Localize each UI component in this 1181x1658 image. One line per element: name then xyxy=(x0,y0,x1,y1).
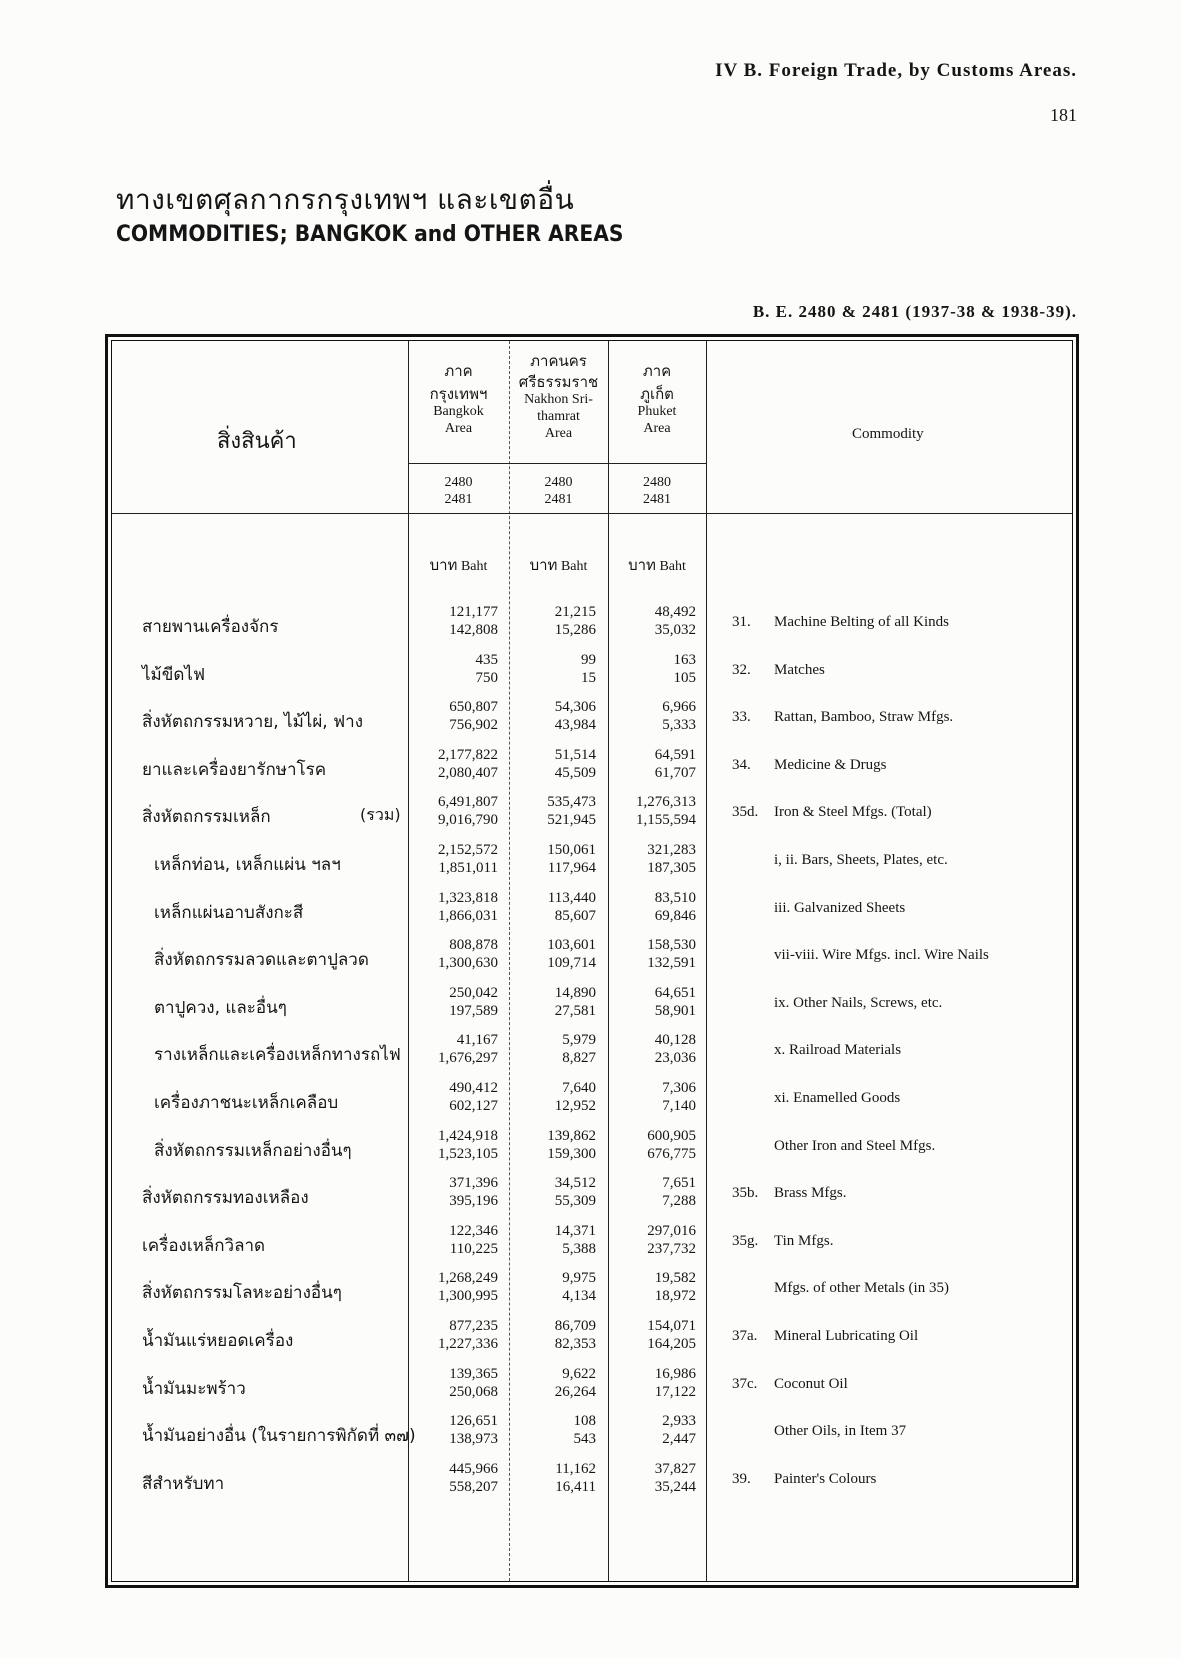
table-inner xyxy=(111,340,1073,1582)
value-nak: 21,215 15,286 xyxy=(554,604,596,638)
commodity-english xyxy=(732,804,932,821)
item-number: 37c. xyxy=(732,1375,758,1392)
commodity-label: Matches xyxy=(774,661,825,678)
commodity-thai: ตาปูควง, และอื่นๆ xyxy=(154,997,287,1018)
header-nakhon: ภาคนคร ศรีธรรมราช Nakhon Sri- thamrat Area xyxy=(518,352,599,441)
commodity-thai: สิ่งหัตถกรรมเหล็ก xyxy=(142,807,271,828)
value-bkk: 2,152,572 1,851,011 xyxy=(438,842,498,876)
item-number: 35g. xyxy=(732,1232,759,1249)
table-row xyxy=(112,1123,1072,1175)
unit-nakhon: บาท Baht xyxy=(529,556,588,574)
commodity-label: Painter's Colours xyxy=(774,1470,877,1487)
commodity-english xyxy=(732,1376,848,1393)
commodity-thai: สิ่งหัตถกรรมทองเหลือง xyxy=(142,1188,309,1209)
table-row xyxy=(112,1170,1072,1222)
commodity-thai: น้ำมันแร่หยอดเครื่อง xyxy=(142,1331,294,1351)
commodity-english xyxy=(732,1185,847,1202)
value-phu: 321,283 187,305 xyxy=(647,842,696,876)
value-bkk: 122,346 110,225 xyxy=(449,1222,498,1257)
commodity-english xyxy=(732,900,905,917)
value-bkk: 1,323,818 1,866,031 xyxy=(438,889,498,924)
value-phu: 154,071 164,205 xyxy=(647,1318,696,1352)
table-row xyxy=(112,1265,1072,1317)
value-phu: 83,510 69,846 xyxy=(654,889,696,924)
value-bkk: 650,807 756,902 xyxy=(449,699,498,734)
value-bkk: 41,167 1,676,297 xyxy=(438,1032,498,1067)
title-english: COMMODITIES; BANGKOK and OTHER AREAS xyxy=(116,222,624,247)
value-nak: 11,162 16,411 xyxy=(555,1460,596,1495)
value-phu: 48,492 35,032 xyxy=(654,604,696,638)
commodity-thai: ไม้ขีดไฟ xyxy=(142,664,206,685)
commodity-english xyxy=(732,1090,900,1107)
commodity-label: vii-viii. Wire Mfgs. incl. Wire Nails xyxy=(774,947,989,964)
commodity-thai: สิ่งหัตถกรรมโลหะอย่างอื่นๆ xyxy=(142,1283,342,1304)
value-nak: 150,061 117,964 xyxy=(547,842,596,876)
table-row xyxy=(112,885,1072,937)
commodity-label: Machine Belting of all Kinds xyxy=(774,614,949,630)
commodity-english xyxy=(732,1233,833,1250)
row-divider xyxy=(112,513,1072,514)
table-row xyxy=(112,1408,1072,1460)
unit-phuket: บาท Baht xyxy=(628,556,686,574)
commodity-label: Iron & Steel Mfgs. (Total) xyxy=(774,804,932,821)
table-row xyxy=(112,1313,1072,1365)
commodity-label: Mfgs. of other Metals (in 35) xyxy=(774,1280,949,1297)
value-bkk: 808,878 1,300,630 xyxy=(438,937,498,972)
header-thai-commodity: สิ่งสินค้า xyxy=(217,429,297,454)
commodity-english xyxy=(732,709,953,726)
table-row xyxy=(112,1027,1072,1079)
years-phuket: 2480 2481 xyxy=(643,475,671,507)
value-phu: 297,016 237,732 xyxy=(647,1222,696,1257)
commodity-label: xi. Enamelled Goods xyxy=(774,1090,901,1106)
value-bkk: 1,424,918 1,523,105 xyxy=(438,1127,498,1162)
table-row xyxy=(112,742,1072,794)
value-phu: 16,986 17,122 xyxy=(654,1365,696,1400)
value-nak: 9,622 26,264 xyxy=(554,1365,596,1400)
value-phu: 7,306 7,140 xyxy=(662,1080,696,1114)
value-phu: 2,933 2,447 xyxy=(662,1413,696,1448)
value-bkk: 250,042 197,589 xyxy=(449,984,498,1019)
value-bkk: 2,177,822 2,080,407 xyxy=(438,746,498,781)
commodity-thai: สายพานเครื่องจักร xyxy=(142,617,279,637)
header-commodity: Commodity xyxy=(852,426,924,442)
value-phu: 40,128 23,036 xyxy=(654,1032,696,1067)
value-phu: 64,591 61,707 xyxy=(654,746,696,781)
table-row xyxy=(112,932,1072,984)
commodity-thai: น้ำมันอย่างอื่น (ในรายการพิกัดที่ ๓๗) xyxy=(142,1426,416,1447)
value-bkk: 435 750 xyxy=(475,651,498,686)
commodity-thai: เครื่องเหล็กวิลาด xyxy=(142,1235,266,1256)
value-bkk: 445,966 558,207 xyxy=(449,1460,498,1495)
value-nak: 113,440 85,607 xyxy=(547,889,596,924)
commodity-label: Rattan, Bamboo, Straw Mfgs. xyxy=(774,709,954,726)
unit-bangkok: บาท Baht xyxy=(429,556,488,574)
commodity-thai: สิ่งหัตถกรรมลวดและตาปูลวด xyxy=(154,950,369,971)
row-divider xyxy=(408,463,706,464)
commodity-thai: เครื่องภาชนะเหล็กเคลือบ xyxy=(154,1093,339,1113)
value-nak: 535,473 521,945 xyxy=(547,794,596,829)
value-nak: 108 543 xyxy=(573,1413,596,1448)
table-row xyxy=(112,1218,1072,1270)
commodity-label: Other Oils, in Item 37 xyxy=(774,1423,907,1440)
commodity-english xyxy=(732,614,949,631)
item-number: 35b. xyxy=(732,1185,759,1202)
value-nak: 99 15 xyxy=(581,651,596,686)
table-row xyxy=(112,837,1072,889)
value-bkk: 126,651 138,973 xyxy=(449,1413,498,1448)
commodity-label: ix. Other Nails, Screws, etc. xyxy=(774,994,943,1011)
table-row xyxy=(112,1075,1072,1127)
item-number: 37a. xyxy=(732,1328,758,1344)
table-row xyxy=(112,789,1072,841)
table-row xyxy=(112,599,1072,651)
commodity-thai: รางเหล็กและเครื่องเหล็กทางรถไฟ xyxy=(154,1045,401,1066)
value-nak: 14,371 5,388 xyxy=(554,1222,596,1257)
item-number: 32. xyxy=(732,661,751,678)
commodity-english xyxy=(732,947,989,964)
table-row xyxy=(112,694,1072,746)
item-number: 39. xyxy=(732,1470,751,1487)
header-bangkok: ภาค กรุงเทพฯ Bangkok Area xyxy=(429,362,488,436)
item-number: 31. xyxy=(732,614,751,630)
commodity-english xyxy=(732,662,825,679)
value-nak: 9,975 4,134 xyxy=(562,1270,596,1305)
commodity-label: i, ii. Bars, Sheets, Plates, etc. xyxy=(774,852,948,868)
total-marker: (รวม) xyxy=(360,805,401,825)
value-nak: 7,640 12,952 xyxy=(554,1080,596,1114)
commodity-thai: สิ่งหัตถกรรมหวาย, ไม้ไผ่, ฟาง xyxy=(142,712,363,733)
value-nak: 5,979 8,827 xyxy=(562,1032,596,1067)
value-bkk: 1,268,249 1,300,995 xyxy=(438,1270,498,1305)
item-number: 33. xyxy=(732,709,751,726)
commodity-label: x. Railroad Materials xyxy=(774,1042,902,1059)
value-bkk: 139,365 250,068 xyxy=(449,1365,498,1400)
commodity-label: Tin Mfgs. xyxy=(774,1232,834,1249)
commodity-english xyxy=(732,1138,935,1155)
value-nak: 103,601 109,714 xyxy=(547,937,596,972)
value-nak: 34,512 55,309 xyxy=(554,1175,596,1210)
commodity-label: Medicine & Drugs xyxy=(774,756,887,773)
value-bkk: 371,396 395,196 xyxy=(449,1175,498,1210)
commodity-thai: เหล็กแผ่นอาบสังกะสี xyxy=(154,902,304,923)
table-row xyxy=(112,647,1072,699)
commodity-english xyxy=(732,1471,876,1488)
commodity-english xyxy=(732,1280,949,1297)
commodity-english xyxy=(732,1328,918,1345)
commodity-english xyxy=(732,1423,906,1440)
value-nak: 86,709 82,353 xyxy=(554,1318,596,1352)
table-row xyxy=(112,980,1072,1032)
title-thai: ทางเขตศุลกากรกรุงเทพฯ และเขตอื่น xyxy=(116,183,575,216)
section-header: IV B. Foreign Trade, by Customs Areas. xyxy=(715,60,1077,81)
value-phu: 1,276,313 1,155,594 xyxy=(636,794,696,829)
commodity-label: Brass Mfgs. xyxy=(774,1185,847,1202)
value-nak: 54,306 43,984 xyxy=(554,699,596,734)
table-row xyxy=(112,1456,1072,1508)
value-phu: 600,905 676,775 xyxy=(647,1127,696,1162)
commodity-english xyxy=(732,757,886,774)
value-phu: 64,651 58,901 xyxy=(654,984,696,1019)
header-phuket: ภาค ภูเก็ต Phuket Area xyxy=(637,362,677,436)
item-number: 34. xyxy=(732,756,751,773)
commodity-thai: น้ำมันมะพร้าว xyxy=(142,1378,246,1399)
commodity-thai: เหล็กท่อน, เหล็กแผ่น ฯลฯ xyxy=(154,855,341,875)
commodity-thai: สิ่งหัตถกรรมเหล็กอย่างอื่นๆ xyxy=(154,1140,352,1161)
years-nakhon: 2480 2481 xyxy=(544,475,573,507)
item-number: 35d. xyxy=(732,804,759,821)
value-bkk: 121,177 142,808 xyxy=(449,604,498,638)
commodity-english xyxy=(732,995,942,1012)
commodity-label: iii. Galvanized Sheets xyxy=(774,899,906,916)
commodity-english xyxy=(732,1042,901,1059)
value-phu: 6,966 5,333 xyxy=(662,699,696,734)
commodity-label: Mineral Lubricating Oil xyxy=(774,1328,919,1344)
commodity-english xyxy=(732,852,948,869)
value-phu: 163 105 xyxy=(673,651,696,686)
value-phu: 19,582 18,972 xyxy=(654,1270,696,1305)
years-bangkok: 2480 2481 xyxy=(444,475,473,507)
value-bkk: 490,412 602,127 xyxy=(449,1080,498,1114)
commodity-thai: ยาและเครื่องยารักษาโรค xyxy=(142,759,327,780)
value-bkk: 6,491,807 9,016,790 xyxy=(438,794,498,829)
value-phu: 7,651 7,288 xyxy=(662,1175,696,1210)
commodity-label: Other Iron and Steel Mfgs. xyxy=(774,1137,936,1154)
page-number: 181 xyxy=(1050,105,1077,125)
value-nak: 51,514 45,509 xyxy=(554,746,596,781)
value-nak: 14,890 27,581 xyxy=(554,984,596,1019)
value-bkk: 877,235 1,227,336 xyxy=(438,1318,498,1352)
years-label: B. E. 2480 & 2481 (1937-38 & 1938-39). xyxy=(752,302,1077,321)
value-phu: 37,827 35,244 xyxy=(654,1460,696,1495)
commodity-thai: สีสำหรับทา xyxy=(142,1473,225,1494)
value-nak: 139,862 159,300 xyxy=(547,1127,596,1162)
value-phu: 158,530 132,591 xyxy=(647,937,696,972)
commodity-label: Coconut Oil xyxy=(774,1375,848,1392)
table-row xyxy=(112,1361,1072,1413)
data-table xyxy=(105,334,1079,1588)
